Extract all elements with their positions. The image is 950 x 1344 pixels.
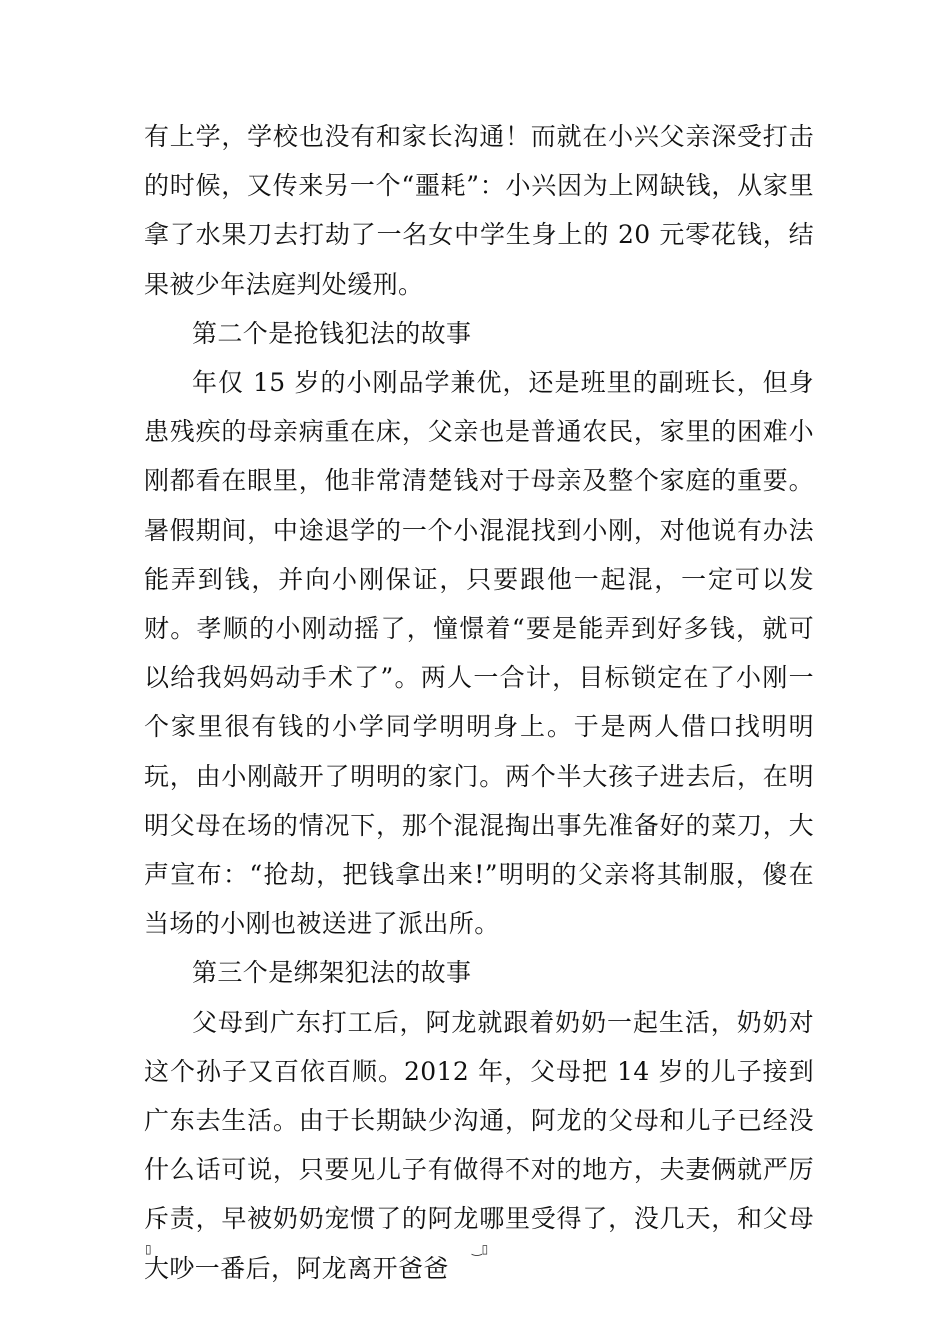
paragraph-4-heading: 第三个是绑架犯法的故事	[192, 958, 472, 988]
paragraph-3: 年仅 15 岁的小刚品学兼优，还是班里的副班长，但身患残疾的母亲病重在床，父亲也是普通农民，家里的困难小刚都看在眼里，他非常清楚钱对于母亲及整个家庭的重要。暑假期间，中途退学的一个小混混找到小刚，对他说有办法能弄到钱，并向小刚保证，只要跟他一起混，一定可以发财。孝顺的小刚动摇了，憧憬着“要是能弄到好多钱，就可以给我妈妈动手术了”。两人一合计，目标锁定在了小刚一个家里很有钱的小学同学明明身上。于是两人借口找明明玩，由小刚敲开了明明的家门。两个半大孩子进去后，在明明父母在场的情况下，那个混混掏出事先准备好的菜刀，大声宣布：“抢劫，把钱拿出来!”明明的父亲将其制服，傻在当场的小刚也被送进了派出所。	[144, 368, 814, 939]
paragraph-5: 父母到广东打工后，阿龙就跟着奶奶一起生活，奶奶对这个孙子又百依百顺。2012 年，父母把 14 岁的儿子接到广东去生活。由于长期缺少沟通，阿龙的父母和儿子已经没什么话可说，只要见儿子有做得不对的地方，夫妻俩就严厉斥责，早被奶奶宠惯了的阿龙哪里受得了，没几天，和父母大吵一番后，阿龙离开爸爸	[144, 1007, 814, 1283]
document-body	[144, 112, 814, 1293]
paragraph-2-heading: 第二个是抢钱犯法的故事	[192, 318, 472, 348]
footer-page-mark: ‿▯	[472, 1242, 489, 1256]
footer-left-mark: ▯	[145, 1242, 152, 1256]
paragraph-1: 有上学，学校也没有和家长沟通！而就在小兴父亲深受打击的时候，又传来另一个“噩耗”：小兴因为上网缺钱，从家里拿了水果刀去打劫了一名女中学生身上的 20 元零花钱，结果被少年法庭判处缓刑。	[144, 122, 814, 299]
